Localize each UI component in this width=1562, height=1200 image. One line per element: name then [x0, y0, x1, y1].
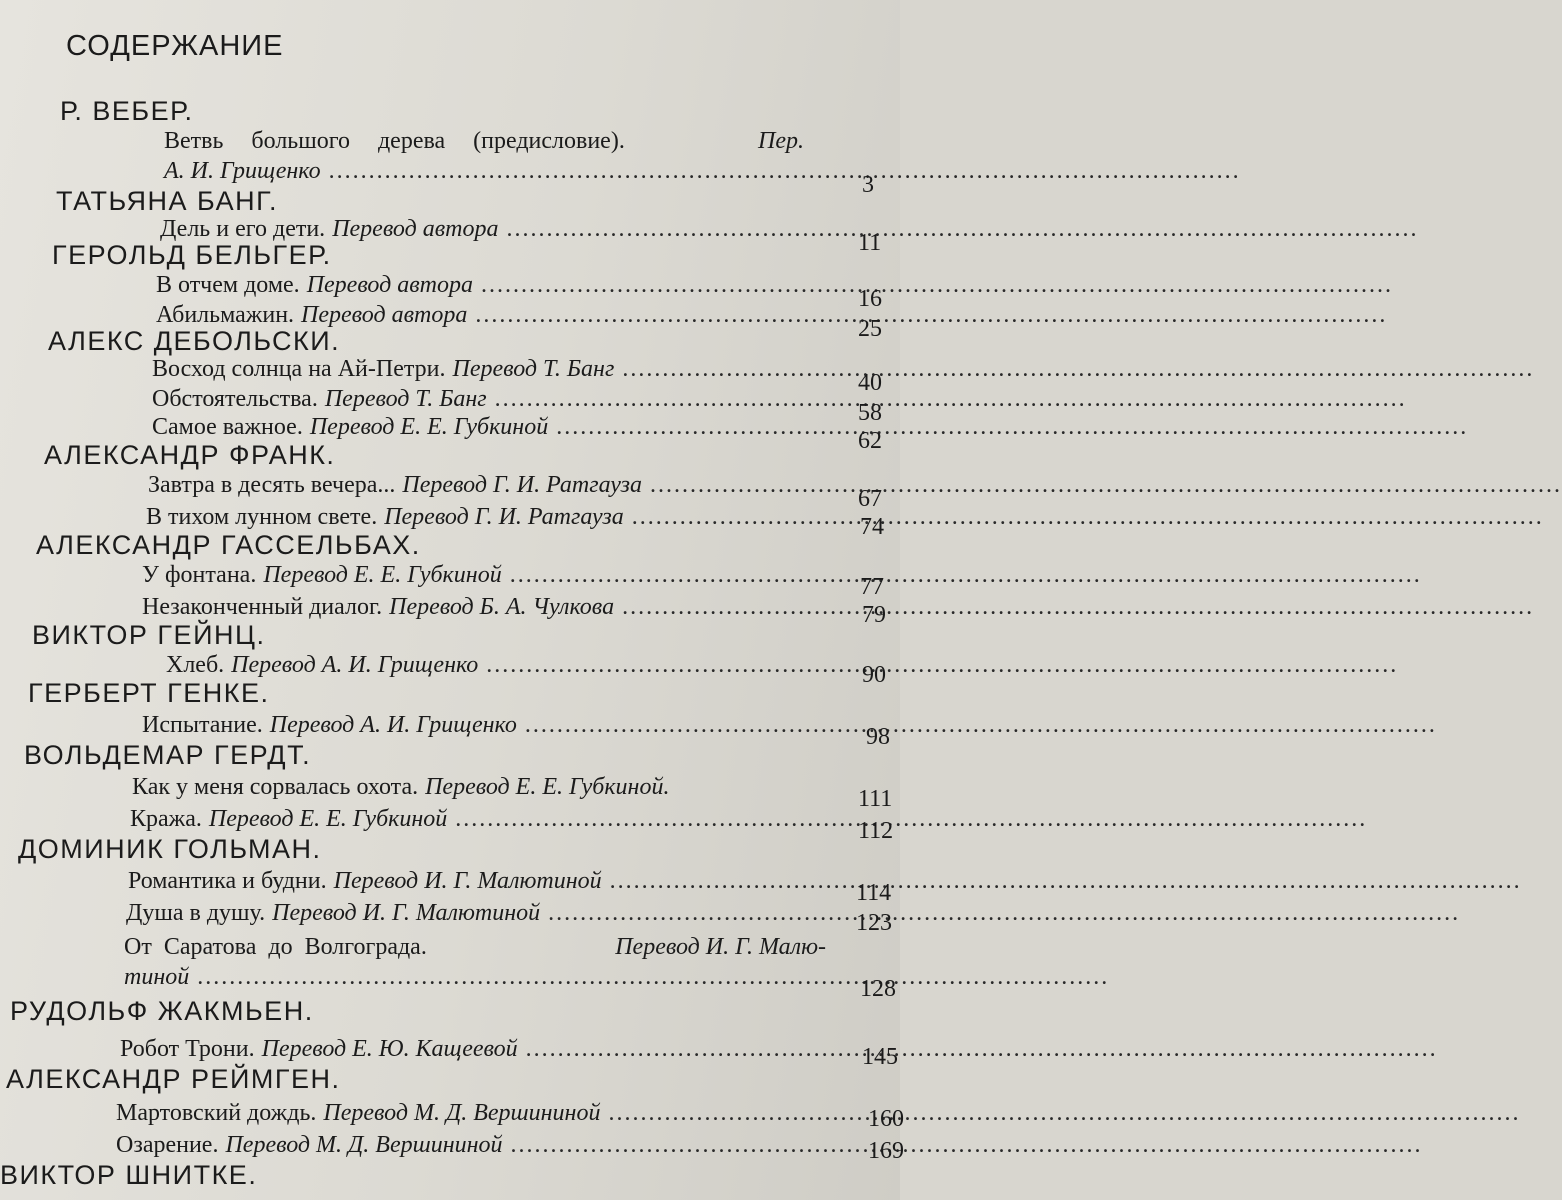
work-title: В отчем доме. — [156, 272, 300, 298]
toc-entry — [146, 504, 810, 531]
work-title: Самое важное. — [152, 414, 303, 440]
leader-dots — [495, 386, 1407, 413]
page-number: 160 — [868, 1106, 904, 1132]
leader-dots — [525, 712, 1437, 739]
work-title: Хлеб. — [166, 652, 225, 678]
leader-dots — [455, 806, 1367, 833]
work-translator: Перевод Г. И. Ратгауза — [384, 504, 624, 530]
leader-dots — [650, 472, 1562, 499]
toc-entry — [130, 806, 820, 833]
work-title: Романтика и будни. — [128, 868, 327, 894]
leader-dots — [486, 652, 1398, 679]
page-number: 114 — [856, 880, 892, 906]
work-title: Обстоятельства. — [152, 386, 318, 412]
author-heading: ДОМИНИК ГОЛЬМАН. — [18, 834, 322, 864]
page-number: 169 — [868, 1138, 904, 1164]
toc-entry — [120, 1036, 830, 1063]
author-heading: РУДОЛЬФ ЖАКМЬЕН. — [10, 996, 314, 1026]
page-number: 25 — [858, 316, 882, 342]
work-title: Дель и его дети. — [160, 216, 326, 242]
toc-entry — [148, 472, 810, 499]
work-title: Кража. — [130, 806, 202, 832]
page-number: 79 — [862, 602, 886, 628]
page-number: 74 — [860, 514, 884, 540]
page-number: 40 — [858, 370, 882, 396]
leader-dots — [622, 594, 1534, 621]
page-number: 11 — [858, 230, 882, 256]
page-number: 16 — [858, 286, 882, 312]
work-title: Абильмажин. — [156, 302, 295, 328]
author-heading: ВИКТОР ШНИТКЕ. — [0, 1160, 258, 1190]
leader-dots — [481, 272, 1393, 299]
author-heading: АЛЕКСАНДР ГАССЕЛЬБАХ. — [36, 530, 421, 560]
page-number: 77 — [860, 574, 884, 600]
work-translator: Перевод Е. Ю. Кащеевой — [261, 1036, 518, 1062]
toc-entry — [152, 356, 806, 383]
toc-entry-continuation — [124, 964, 826, 991]
leader-dots — [622, 356, 1534, 383]
author-heading: Р. ВЕБЕР. — [60, 96, 194, 126]
toc-entry — [124, 934, 826, 961]
work-title: Как у меня сорвалась охота. — [132, 774, 419, 800]
page-number: 128 — [860, 976, 896, 1002]
work-translator: Перевод И. Г. Малю- — [615, 934, 826, 960]
toc-entry — [166, 652, 814, 679]
work-title: Робот Трони. — [120, 1036, 255, 1062]
toc-entry-continuation — [164, 158, 804, 185]
work-title: Завтра в десять вечера... — [148, 472, 396, 498]
work-translator: Перевод Е. Е. Губкиной — [263, 562, 502, 588]
work-title: Ветвь большого дерева (предисловие). — [164, 128, 625, 154]
toc-entry — [156, 272, 806, 299]
work-title: Восход солнца на Ай-Петри. — [152, 356, 446, 382]
leader-dots — [526, 1036, 1438, 1063]
leader-dots — [507, 216, 1419, 243]
author-heading: ТАТЬЯНА БАНГ. — [56, 186, 278, 216]
toc-entry — [152, 414, 806, 441]
work-translator: Перевод М. Д. Вершининой — [225, 1132, 503, 1158]
toc-entry — [116, 1132, 830, 1159]
page-number: 123 — [856, 910, 892, 936]
page-number: 98 — [866, 724, 890, 750]
work-title: У фонтана. — [142, 562, 257, 588]
toc-entry — [164, 128, 804, 155]
toc-entry — [160, 216, 806, 243]
leader-dots — [329, 158, 1241, 185]
work-translator: Перевод И. Г. Малютиной — [333, 868, 602, 894]
toc-entry — [142, 712, 818, 739]
toc-entry — [152, 386, 806, 413]
toc-entry — [132, 774, 820, 801]
leader-dots — [511, 1132, 1423, 1159]
leader-dots — [510, 562, 1422, 589]
page-number: 90 — [862, 662, 886, 688]
toc-entry — [126, 900, 824, 927]
work-title: Испытание. — [142, 712, 263, 738]
work-title: Душа в душу. — [126, 900, 266, 926]
work-title: От Саратова до Волгограда. — [124, 934, 427, 960]
work-translator: Перевод А. И. Грищенко — [269, 712, 517, 738]
work-translator: Пер. — [758, 128, 804, 154]
page-number: 145 — [862, 1044, 898, 1070]
leader-dots — [556, 414, 1468, 441]
toc-entry — [116, 1100, 830, 1127]
page-title: СОДЕРЖАНИЕ — [66, 30, 284, 62]
work-translator: Перевод автора — [301, 302, 468, 328]
toc-entry — [142, 562, 812, 589]
author-heading: АЛЕКС ДЕБОЛЬСКИ. — [48, 326, 341, 356]
page-number: 112 — [858, 818, 894, 844]
author-heading: АЛЕКСАНДР РЕЙМГЕН. — [6, 1064, 341, 1094]
toc-entry — [128, 868, 822, 895]
work-title: Озарение. — [116, 1132, 219, 1158]
work-translator: Перевод А. И. Грищенко — [231, 652, 479, 678]
author-heading: ВИКТОР ГЕЙНЦ. — [32, 620, 266, 650]
work-translator: Перевод Е. Е. Губкиной — [309, 414, 549, 440]
toc-entry — [142, 594, 812, 621]
leader-dots — [475, 302, 1387, 329]
toc-entry — [156, 302, 806, 329]
work-translator: Перевод Е. Е. Губкиной — [208, 806, 448, 832]
work-translator: Перевод И. Г. Малютиной — [272, 900, 541, 926]
work-translator: Перевод Б. А. Чулкова — [389, 594, 615, 620]
leader-dots — [197, 964, 1109, 991]
work-translator-continuation: А. И. Грищенко — [164, 158, 321, 184]
work-translator: Перевод Е. Е. Губкиной. — [425, 774, 670, 800]
work-title: В тихом лунном свете. — [146, 504, 378, 530]
work-translator: Перевод М. Д. Вершининой — [323, 1100, 601, 1126]
leader-dots — [632, 504, 1544, 531]
author-heading: АЛЕКСАНДР ФРАНК. — [44, 440, 336, 470]
page-number: 111 — [858, 786, 893, 812]
leader-dots — [608, 1100, 1520, 1127]
work-title: Мартовский дождь. — [116, 1100, 317, 1126]
page-number: 62 — [858, 428, 882, 454]
work-title: Незаконченный диалог. — [142, 594, 383, 620]
page-number: 58 — [858, 400, 882, 426]
leader-dots — [610, 868, 1522, 895]
work-translator: Перевод Т. Банг — [452, 356, 615, 382]
author-heading: ВОЛЬДЕМАР ГЕРДТ. — [24, 740, 312, 770]
work-translator: Перевод Г. И. Ратгауза — [402, 472, 642, 498]
work-translator: Перевод Т. Банг — [324, 386, 487, 412]
page-number: 67 — [858, 486, 882, 512]
work-translator: Перевод автора — [306, 272, 473, 298]
work-translator-continuation: тиной — [124, 964, 190, 990]
author-heading: ГЕРБЕРТ ГЕНКЕ. — [28, 678, 270, 708]
page-number: 3 — [862, 172, 874, 198]
work-translator: Перевод автора — [332, 216, 499, 242]
leader-dots — [548, 900, 1460, 927]
author-heading: ГЕРОЛЬД БЕЛЬГЕР. — [52, 240, 332, 270]
